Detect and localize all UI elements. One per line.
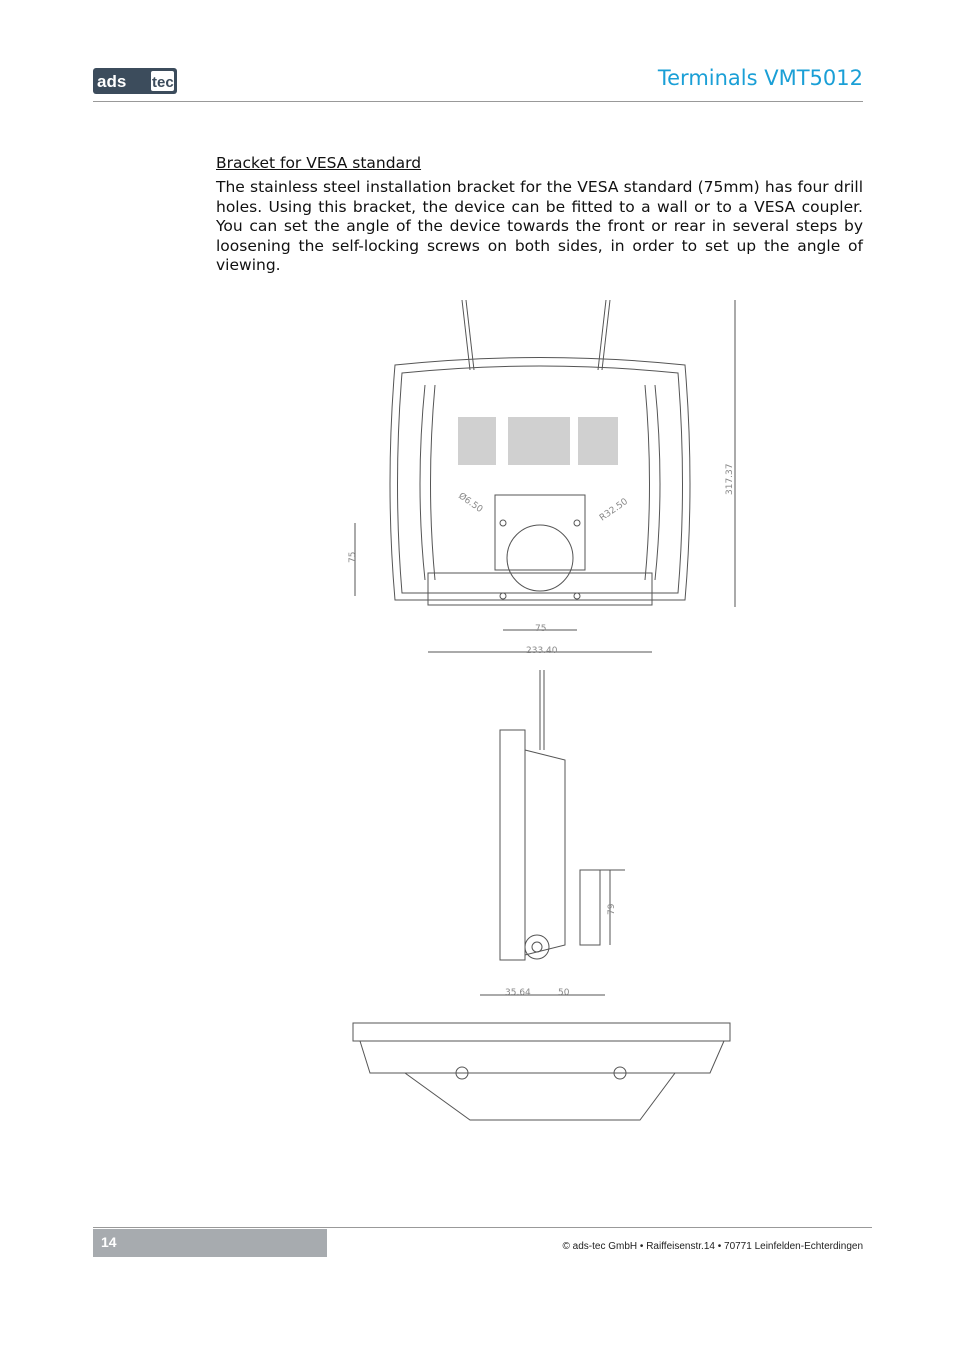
dim-side-depth-2: 50 <box>558 988 570 998</box>
bottom-view <box>353 1023 730 1120</box>
side-view <box>480 670 625 995</box>
svg-text:ads: ads <box>97 72 127 91</box>
dim-width-bracket: 233.40 <box>526 646 558 656</box>
page-number: 14 <box>101 1234 117 1250</box>
dim-vesa-horizontal: 75 <box>535 624 547 634</box>
section-body: The stainless steel installation bracket for the VESA standard (75mm) has four drill holes. Using this bracket, the device can be fitted to a wall or to a VESA coupler. You can set the angle of the device towards the front or rear in several steps by loosening the self-locking screws on both sides, in order to set up the angle of viewing. <box>216 178 863 274</box>
dim-hole-diameter: Ø6.50 <box>456 491 485 516</box>
dim-radius: R32.50 <box>597 496 630 524</box>
front-view <box>355 300 735 652</box>
dim-vesa-vertical: 75 <box>348 551 358 563</box>
footer-divider <box>93 1227 872 1228</box>
document-title: Terminals VMT5012 <box>657 66 863 90</box>
dim-side-height: 79 <box>607 903 617 915</box>
section-heading: Bracket for VESA standard <box>216 154 422 172</box>
page-number-box <box>93 1229 327 1257</box>
company-logo <box>93 68 177 94</box>
svg-text:tec: tec <box>152 74 174 91</box>
dim-side-depth-1: 35.64 <box>505 988 531 998</box>
header-divider <box>93 101 863 102</box>
footer-copyright: © ads-tec GmbH • Raiffeisenstr.14 • 70771 Leinfelden-Echterdingen <box>562 1241 863 1252</box>
technical-drawing <box>340 295 750 1135</box>
dim-height-total: 317.37 <box>725 463 735 495</box>
